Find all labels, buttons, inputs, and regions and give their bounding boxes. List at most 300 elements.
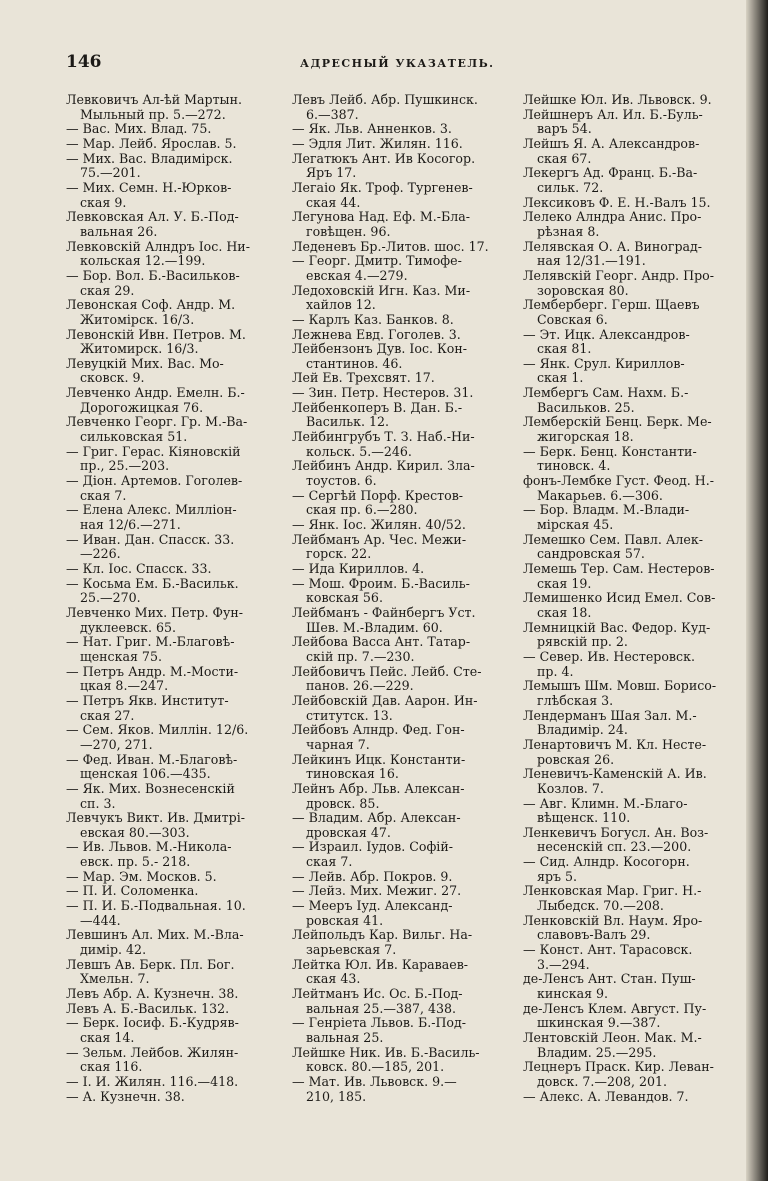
directory-entry <box>523 943 741 972</box>
entry-line: панов. 26.—229. <box>306 678 414 694</box>
entry-line: Лейбманъ Ар. Чес. Межи- <box>292 531 467 547</box>
entry-line: ковская 56. <box>306 590 383 606</box>
directory-entry <box>292 840 510 869</box>
entry-line: Лемницкій Вас. Федор. Куд- <box>523 619 711 635</box>
directory-entry <box>66 445 284 474</box>
entry-line: Левковскій Алндръ Іос. Ни- <box>66 238 250 254</box>
entry-line: Яръ 17. <box>306 165 357 181</box>
entry-line: Житомірск. 16/3. <box>80 311 195 327</box>
entry-line: яръ 5. <box>537 868 578 884</box>
entry-line: Лелявская О. А. Виноград- <box>523 238 703 254</box>
directory-entry <box>292 489 510 518</box>
directory-entry <box>66 1046 284 1075</box>
entry-line: пр. 4. <box>537 663 574 679</box>
entry-line: ская 18. <box>537 604 592 620</box>
entry-line: — Фед. Иван. М.-Благовѣ- <box>66 751 238 767</box>
entry-line: ститутск. 13. <box>306 707 393 723</box>
entry-line: — Владим. Абр. Алексан- <box>292 810 461 826</box>
directory-entry <box>66 606 284 635</box>
entry-line: славовъ-Валъ 29. <box>537 927 651 943</box>
entry-line: ковск. 80.—185, 201. <box>306 1059 445 1075</box>
directory-entry <box>292 562 510 577</box>
entry-line: Ленартовичъ М. Кл. Несте- <box>523 736 707 752</box>
directory-entry <box>523 210 741 239</box>
entry-line: — Діон. Артемов. Гоголев- <box>66 473 243 489</box>
entry-line: горск. 22. <box>306 546 372 562</box>
directory-entry <box>523 166 741 195</box>
entry-line: Лейшъ Я. А. Александров- <box>523 135 700 151</box>
directory-entry <box>523 137 741 166</box>
entry-line: ская 67. <box>537 150 592 166</box>
entry-line: Лейбензонъ Дув. Іос. Кон- <box>292 341 467 357</box>
entry-line: довск. 7.—208, 201. <box>537 1073 668 1089</box>
directory-entry <box>292 884 510 899</box>
entry-line: Макарьев. 6.—306. <box>537 487 663 503</box>
directory-entry <box>523 709 741 738</box>
entry-line: Лемешко Сем. Павл. Алек- <box>523 531 703 547</box>
entry-line: — Зельм. Лейбов. Жилян- <box>66 1044 239 1060</box>
directory-entry <box>66 210 284 239</box>
entry-line: стантинов. 46. <box>306 355 403 371</box>
entry-line: — Вас. Мих. Влад. 75. <box>66 121 212 137</box>
entry-line: Легатюкъ Ант. Ив Косогор. <box>292 150 476 166</box>
entry-line: — Мар. Эм. Москов. 5. <box>66 868 217 884</box>
entry-line: — Янк. Срул. Кириллов- <box>523 355 685 371</box>
entry-line: Лейбовичъ Пейс. Лейб. Сте- <box>292 663 482 679</box>
entry-line: — Мих. Вас. Владимірск. <box>66 150 233 166</box>
entry-line: Лемышъ Шм. Мовш. Борисо- <box>523 678 717 694</box>
directory-entry <box>292 987 510 1016</box>
entry-line: Легаіо Як. Троф. Тургенев- <box>292 179 473 195</box>
directory-entry <box>523 1002 741 1031</box>
entry-line: Левковская Ал. У. Б.-Под- <box>66 209 239 225</box>
entry-line: Легунова Над. Еф. М.-Бла- <box>292 209 471 225</box>
directory-entry <box>66 152 284 181</box>
entry-line: Владимір. 24. <box>537 722 628 738</box>
directory-entry <box>523 474 741 503</box>
entry-line: Лентовскій Леон. Мак. М.- <box>523 1030 702 1045</box>
directory-entry <box>292 254 510 283</box>
entry-line: ская 81. <box>537 341 592 357</box>
entry-line: евская 80.—303. <box>80 824 190 840</box>
directory-entry <box>523 240 741 269</box>
page-edge-shadow <box>746 0 768 1181</box>
entry-line: пр., 25.—203. <box>80 458 170 474</box>
entry-line: — Косьма Ем. Б.-Васильк. <box>66 575 239 591</box>
directory-entry <box>523 621 741 650</box>
directory-entry <box>66 357 284 386</box>
entry-line: — Елена Алекс. Милліон- <box>66 502 237 518</box>
entry-line: — Нат. Григ. М.-Благовѣ- <box>66 634 235 650</box>
entry-line: — Берк. Іосиф. Б.-Кудряв- <box>66 1015 239 1031</box>
page-number: 146 <box>66 52 102 72</box>
entry-line: Левчукъ Викт. Ив. Дмитрі- <box>66 810 245 826</box>
entry-line: жигорская 18. <box>537 429 634 445</box>
entry-line: — Алекс. А. Левандов. 7. <box>523 1088 689 1104</box>
entry-line: Лыбедск. 70.—208. <box>537 898 664 914</box>
entry-line: дровская 47. <box>306 824 391 840</box>
entry-line: Левковичъ Ал-ѣй Мартын. <box>66 92 242 107</box>
entry-line: цкая 8.—247. <box>80 678 169 694</box>
entry-line: Мыльный пр. 5.—272. <box>80 106 226 122</box>
directory-entry <box>66 137 284 152</box>
entry-line: Лейбова Васса Ант. Татар- <box>292 634 471 650</box>
entry-line: Лейбовъ Алндр. Фед. Гон- <box>292 722 465 738</box>
entry-line: — Як. Льв. Анненков. 3. <box>292 121 452 137</box>
directory-entry <box>523 679 741 708</box>
directory-entry <box>523 562 741 591</box>
directory-entry <box>523 826 741 855</box>
directory-entry <box>66 899 284 928</box>
directory-entry <box>66 533 284 562</box>
directory-entry <box>66 1090 284 1105</box>
entry-line: Васильков. 25. <box>537 399 635 415</box>
entry-line: кольск. 5.—246. <box>306 443 412 459</box>
entry-line: вѣщенск. 110. <box>537 810 631 826</box>
directory-entry <box>292 1046 510 1075</box>
entry-line: Васильк. 12. <box>306 414 389 430</box>
entry-line: — П. И. Б.-Подвальная. 10. <box>66 898 246 914</box>
directory-entry <box>292 181 510 210</box>
entry-line: 75.—201. <box>80 165 141 181</box>
entry-line: Лейшке Юл. Ив. Львовск. 9. <box>523 92 712 107</box>
entry-line: — Кл. Іос. Спасск. 33. <box>66 561 212 576</box>
entry-line: мірская 45. <box>537 517 614 533</box>
directory-entry <box>523 1060 741 1089</box>
directory-entry <box>523 386 741 415</box>
directory-entry <box>292 137 510 152</box>
entry-line: Шев. М.-Владим. 60. <box>306 619 443 635</box>
entry-line: вальная 26. <box>80 223 158 239</box>
entry-line: ская 43. <box>306 971 361 987</box>
directory-entry <box>292 284 510 313</box>
entry-line: Совская 6. <box>537 311 608 327</box>
entry-line: — Сем. Яков. Миллін. 12/6. <box>66 722 249 738</box>
entry-line: сковск. 9. <box>80 370 145 386</box>
entry-line: ская 44. <box>306 194 361 210</box>
entry-line: — Петръ Андр. М.-Мости- <box>66 663 239 679</box>
entry-line: Леденевъ Бр.-Литов. шос. 17. <box>292 238 489 254</box>
directory-entry <box>292 577 510 606</box>
directory-entry <box>292 152 510 181</box>
directory-entry <box>66 665 284 694</box>
entry-line: — Петръ Якв. Институт- <box>66 692 229 708</box>
directory-entry <box>523 298 741 327</box>
entry-line: Левшъ Ав. Берк. Пл. Бог. <box>66 956 235 972</box>
entry-line: — Конст. Ант. Тарасовск. <box>523 942 693 958</box>
directory-entry <box>523 738 741 767</box>
entry-line: Лейбингрубъ Т. З. Наб.-Ни- <box>292 429 475 445</box>
directory-entry <box>523 767 741 796</box>
directory-entry <box>66 503 284 532</box>
directory-entry <box>292 928 510 957</box>
entry-line: Козлов. 7. <box>537 780 604 796</box>
directory-entry <box>523 269 741 298</box>
entry-line: тиновск. 4. <box>537 458 611 474</box>
directory-entry <box>292 1016 510 1045</box>
directory-entry <box>523 415 741 444</box>
entry-line: Лелеко Алндра Анис. Про- <box>523 209 702 225</box>
directory-entry <box>292 694 510 723</box>
entry-line: Левченко Андр. Емелн. Б.- <box>66 385 245 401</box>
entry-line: — Мееръ Іуд. Александ- <box>292 898 453 914</box>
directory-entry <box>292 811 510 840</box>
entry-line: — Ив. Львов. М.-Никола- <box>66 839 232 855</box>
entry-line: — Мих. Семн. Н.-Юрков- <box>66 179 232 195</box>
directory-entry <box>66 474 284 503</box>
directory-entry <box>292 210 510 239</box>
entry-line: несенскій сп. 23.—200. <box>537 839 692 855</box>
entry-line: — Григ. Герас. Кіяновскій <box>66 443 241 459</box>
entry-line: 3.—294. <box>537 956 590 972</box>
entry-line: тоустов. 6. <box>306 473 377 489</box>
entry-line: Лейшнеръ Ал. Ил. Б.-Буль- <box>523 106 703 122</box>
entry-line: сильковская 51. <box>80 429 188 445</box>
entry-line: тиновская 16. <box>306 766 399 782</box>
directory-entry <box>523 445 741 474</box>
entry-line: — Янк. Іос. Жилян. 40/52. <box>292 517 466 533</box>
entry-line: Лемберскій Бенц. Берк. Ме- <box>523 414 712 430</box>
entry-line: Лекергъ Ад. Франц. Б.-Ва- <box>523 165 698 181</box>
directory-entry <box>66 694 284 723</box>
entry-line: сильк. 72. <box>537 179 604 195</box>
entry-line: Ленкевичъ Богусл. Ан. Воз- <box>523 824 709 840</box>
directory-entry <box>66 1002 284 1017</box>
entry-line: —270, 271. <box>80 736 153 752</box>
entry-line: ская 19. <box>537 575 592 591</box>
entry-line: — Мош. Фроим. Б.-Василь- <box>292 575 470 591</box>
entry-line: Левуцкій Мих. Вас. Мо- <box>66 355 224 371</box>
entry-line: Хмельн. 7. <box>80 971 150 987</box>
directory-entry <box>66 782 284 811</box>
entry-line: Лейбманъ - Файнбергъ Уст. <box>292 604 476 620</box>
directory-entry <box>523 196 741 211</box>
directory-entry <box>66 386 284 415</box>
entry-line: Лейпольдъ Кар. Вильг. На- <box>292 927 473 943</box>
entry-line: — Мат. Ив. Львовск. 9.— <box>292 1073 457 1089</box>
entry-line: 210, 185. <box>306 1088 367 1104</box>
entry-line: сп. 3. <box>80 795 116 811</box>
entry-line: — Север. Ив. Нестеровск. <box>523 648 695 664</box>
entry-line: дуклеевск. 65. <box>80 619 176 635</box>
entry-line: Лейнъ Абр. Льв. Алексан- <box>292 780 465 796</box>
entry-line: Владим. 25.—295. <box>537 1044 657 1060</box>
entry-line: щенская 75. <box>80 648 162 664</box>
entry-line: — Бор. Владм. М.-Влади- <box>523 502 690 518</box>
directory-entry <box>292 665 510 694</box>
entry-line: — Сид. Алндр. Косогорн. <box>523 854 690 870</box>
directory-entry <box>292 899 510 928</box>
entry-line: — І. И. Жилян. 116.—418. <box>66 1073 239 1089</box>
directory-entry <box>292 313 510 328</box>
directory-entry <box>292 870 510 885</box>
entry-line: димір. 42. <box>80 942 147 958</box>
directory-entry <box>523 108 741 137</box>
entry-line: ская 14. <box>80 1030 135 1045</box>
entry-line: ская 27. <box>80 707 135 723</box>
entry-line: Дорогожицкая 76. <box>80 399 204 415</box>
entry-line: Лейтманъ Ис. Ос. Б.-Под- <box>292 986 463 1002</box>
directory-column-2 <box>292 93 510 1104</box>
entry-line: ская пр. 6.—280. <box>306 502 418 518</box>
entry-line: ская 7. <box>306 854 353 870</box>
directory-entry <box>523 328 741 357</box>
entry-line: кольская 12.—199. <box>80 253 206 269</box>
directory-entry <box>66 811 284 840</box>
directory-entry <box>66 269 284 298</box>
entry-line: шкинская 9.—387. <box>537 1015 661 1031</box>
entry-line: Левченко Георг. Гр. М.-Ва- <box>66 414 248 430</box>
entry-line: Лейшке Ник. Ив. Б.-Василь- <box>292 1044 480 1060</box>
directory-entry <box>66 840 284 869</box>
directory-entry <box>66 1016 284 1045</box>
directory-entry <box>292 782 510 811</box>
entry-line: —226. <box>80 546 121 562</box>
entry-line: — Лейв. Абр. Покров. 9. <box>292 868 453 884</box>
entry-line: ровская 26. <box>537 751 615 767</box>
directory-entry <box>66 928 284 957</box>
entry-line: кинская 9. <box>537 986 609 1002</box>
entry-line: ская 29. <box>80 282 135 298</box>
entry-line: — Ида Кириллов. 4. <box>292 561 425 576</box>
entry-line: — Лейз. Мих. Межиг. 27. <box>292 883 462 899</box>
directory-entry <box>292 93 510 122</box>
entry-line: Лемешь Тер. Сам. Нестеров- <box>523 561 715 576</box>
entry-line: ская 116. <box>80 1059 143 1075</box>
entry-line: сандровская 57. <box>537 546 645 562</box>
directory-entry <box>292 958 510 987</box>
entry-line: Левъ Абр. А. Кузнечн. 38. <box>66 986 239 1002</box>
directory-entry <box>292 122 510 137</box>
entry-line: Лейбинъ Андр. Кирил. Зла- <box>292 458 475 474</box>
directory-entry <box>523 914 741 943</box>
directory-entry <box>523 357 741 386</box>
directory-entry <box>66 93 284 122</box>
entry-line: Лембергъ Сам. Нахм. Б.- <box>523 385 689 401</box>
entry-line: хайлов 12. <box>306 297 376 313</box>
entry-line: Ленковскій Вл. Наум. Яро- <box>523 912 703 928</box>
entry-line: Лендерманъ Шая Зал. М.- <box>523 707 697 723</box>
entry-line: Житомирск. 16/3. <box>80 341 199 357</box>
entry-line: — Авг. Климн. М.-Благо- <box>523 795 688 811</box>
directory-entry <box>523 503 741 532</box>
directory-entry <box>292 371 510 386</box>
entry-line: — Берк. Бенц. Константи- <box>523 443 697 459</box>
entry-line: 6.—387. <box>306 106 359 122</box>
directory-entry <box>292 635 510 664</box>
entry-line: —444. <box>80 912 121 928</box>
entry-line: де-Ленсъ Ант. Стан. Пуш- <box>523 971 696 987</box>
directory-entry <box>66 958 284 987</box>
entry-line: Леневичъ-Каменскій А. Ив. <box>523 766 707 782</box>
entry-line: — Мар. Лейб. Ярослав. 5. <box>66 135 237 151</box>
directory-entry <box>523 1090 741 1105</box>
directory-entry <box>523 884 741 913</box>
entry-line: — Карлъ Каз. Банков. 8. <box>292 311 454 327</box>
entry-line: зоровская 80. <box>537 282 629 298</box>
directory-entry <box>66 415 284 444</box>
entry-line: ская 7. <box>80 487 127 503</box>
directory-entry <box>292 518 510 533</box>
entry-line: Лейкинъ Ицк. Константи- <box>292 751 466 767</box>
directory-entry <box>292 459 510 488</box>
entry-line: — Сергѣй Порф. Крестов- <box>292 487 464 503</box>
entry-line: Левченко Мих. Петр. Фун- <box>66 604 244 620</box>
entry-line: рявскій пр. 2. <box>537 634 628 650</box>
directory-entry <box>292 606 510 635</box>
directory-entry <box>66 870 284 885</box>
directory-entry <box>523 533 741 562</box>
entry-line: Лемберберг. Герш. Щаевъ <box>523 297 700 313</box>
entry-line: рѣзная 8. <box>537 223 600 239</box>
entry-line: — А. Кузнечн. 38. <box>66 1088 185 1104</box>
entry-line: Лейбовскій Дав. Аарон. Ин- <box>292 692 478 708</box>
entry-line: евск. пр. 5.- 218. <box>80 854 191 870</box>
directory-column-1 <box>66 93 284 1104</box>
directory-entry <box>66 122 284 137</box>
directory-entry <box>523 797 741 826</box>
entry-line: евская 4.—279. <box>306 267 408 283</box>
entry-line: — Як. Мих. Вознесенскій <box>66 780 235 796</box>
entry-line: — Эдля Лит. Жилян. 116. <box>292 135 463 151</box>
entry-line: говѣщен. 96. <box>306 223 391 239</box>
entry-line: чарная 7. <box>306 736 370 752</box>
entry-line: — Зин. Петр. Нестеров. 31. <box>292 385 474 401</box>
directory-entry <box>292 1075 510 1104</box>
entry-line: Лейтка Юл. Ив. Караваев- <box>292 956 469 972</box>
directory-entry <box>66 562 284 577</box>
running-title: АДРЕСНЫЙ УКАЗАТЕЛЬ. <box>300 57 495 70</box>
directory-entry <box>523 972 741 1001</box>
entry-line: — П. И. Соломенка. <box>66 883 199 899</box>
directory-entry <box>66 577 284 606</box>
entry-line: — Эт. Ицк. Александров- <box>523 326 690 342</box>
entry-line: ская 9. <box>80 194 127 210</box>
entry-line: Лецнеръ Праск. Кир. Леван- <box>523 1059 714 1075</box>
entry-line: дровск. 85. <box>306 795 380 811</box>
entry-line: Лексиковъ Ф. Е. Н.-Валъ 15. <box>523 194 711 210</box>
directory-entry <box>66 298 284 327</box>
directory-entry <box>292 240 510 255</box>
directory-entry <box>66 987 284 1002</box>
directory-entry <box>66 635 284 664</box>
entry-line: ская 1. <box>537 370 584 386</box>
entry-line: фонъ-Лембке Густ. Феод. Н.- <box>523 473 715 489</box>
entry-line: вальная 25. <box>306 1030 384 1045</box>
directory-entry <box>292 430 510 459</box>
entry-line: — Израил. Іудов. Софій- <box>292 839 453 855</box>
directory-entry <box>66 240 284 269</box>
entry-line: Левонскій Ивн. Петров. М. <box>66 326 246 342</box>
entry-line: Лелявскій Георг. Андр. Про- <box>523 267 715 283</box>
entry-line: — Генріета Львов. Б.-Под- <box>292 1015 467 1031</box>
directory-entry <box>66 723 284 752</box>
directory-entry <box>292 533 510 562</box>
directory-entry <box>66 884 284 899</box>
directory-entry <box>523 93 741 108</box>
entry-line: Лей Ев. Трехсвят. 17. <box>292 370 435 386</box>
entry-line: скій пр. 7.—230. <box>306 648 415 664</box>
directory-entry <box>523 1031 741 1060</box>
entry-line: ная 12/6.—271. <box>80 517 181 533</box>
entry-line: Лейбенкоперъ В. Дан. Б.- <box>292 399 463 415</box>
directory-entry <box>523 591 741 620</box>
entry-line: 25.—270. <box>80 590 141 606</box>
entry-line: варъ 54. <box>537 121 592 137</box>
directory-entry <box>292 753 510 782</box>
entry-line: — Бор. Вол. Б.-Васильков- <box>66 267 240 283</box>
entry-line: Левонская Соф. Андр. М. <box>66 297 236 313</box>
